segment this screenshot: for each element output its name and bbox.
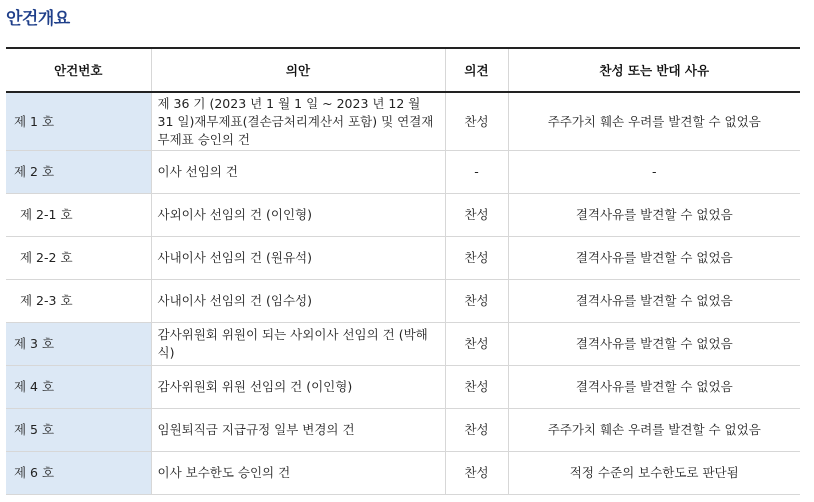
reason: 결격사유를 발견할 수 없었음	[508, 194, 800, 237]
agenda-number: 제 1 호	[6, 92, 151, 151]
agenda-item: 사내이사 선임의 건 (임수성)	[151, 280, 445, 323]
agenda-item: 사외이사 선임의 건 (이인형)	[151, 194, 445, 237]
table-row	[6, 452, 800, 495]
header-agenda-number: 안건번호	[6, 48, 151, 92]
header-opinion: 의견	[445, 48, 508, 92]
agenda-number: 제 2-2 호	[6, 237, 151, 280]
agenda-item: 이사 선임의 건	[151, 151, 445, 194]
opinion: 찬성	[445, 92, 508, 151]
reason: 주주가치 훼손 우려를 발견할 수 없었음	[508, 92, 800, 151]
agenda-table	[6, 47, 800, 495]
reason: 주주가치 훼손 우려를 발견할 수 없었음	[508, 409, 800, 452]
opinion: 찬성	[445, 237, 508, 280]
table-row	[6, 280, 800, 323]
opinion: -	[445, 151, 508, 194]
opinion: 찬성	[445, 366, 508, 409]
header-agenda-item: 의안	[151, 48, 445, 92]
opinion: 찬성	[445, 409, 508, 452]
agenda-number: 제 6 호	[6, 452, 151, 495]
table-row	[6, 237, 800, 280]
opinion: 찬성	[445, 452, 508, 495]
agenda-number: 제 5 호	[6, 409, 151, 452]
agenda-number: 제 2 호	[6, 151, 151, 194]
table-row	[6, 323, 800, 366]
reason: 결격사유를 발견할 수 없었음	[508, 237, 800, 280]
reason: 결격사유를 발견할 수 없었음	[508, 280, 800, 323]
table-row	[6, 409, 800, 452]
agenda-item: 이사 보수한도 승인의 건	[151, 452, 445, 495]
table-header-row	[6, 48, 800, 92]
reason: 결격사유를 발견할 수 없었음	[508, 366, 800, 409]
table-row	[6, 92, 800, 151]
agenda-item: 임원퇴직금 지급규정 일부 변경의 건	[151, 409, 445, 452]
reason: 적정 수준의 보수한도로 판단됨	[508, 452, 800, 495]
agenda-number: 제 3 호	[6, 323, 151, 366]
page-title: 안건개요	[6, 9, 70, 29]
agenda-item: 감사위원회 위원 선임의 건 (이인형)	[151, 366, 445, 409]
agenda-item: 제 36 기 (2023 년 1 월 1 일 ~ 2023 년 12 월 31 일)재무제표(결손금처리계산서 포함) 및 연결재무제표 승인의 건	[151, 92, 445, 151]
reason: 결격사유를 발견할 수 없었음	[508, 323, 800, 366]
opinion: 찬성	[445, 194, 508, 237]
opinion: 찬성	[445, 280, 508, 323]
agenda-item: 감사위원회 위원이 되는 사외이사 선임의 건 (박해식)	[151, 323, 445, 366]
header-reason: 찬성 또는 반대 사유	[508, 48, 800, 92]
agenda-item: 사내이사 선임의 건 (원유석)	[151, 237, 445, 280]
agenda-number: 제 2-3 호	[6, 280, 151, 323]
table-row	[6, 194, 800, 237]
agenda-number: 제 4 호	[6, 366, 151, 409]
reason: -	[508, 151, 800, 194]
table-row	[6, 366, 800, 409]
opinion: 찬성	[445, 323, 508, 366]
agenda-number: 제 2-1 호	[6, 194, 151, 237]
table-row	[6, 151, 800, 194]
